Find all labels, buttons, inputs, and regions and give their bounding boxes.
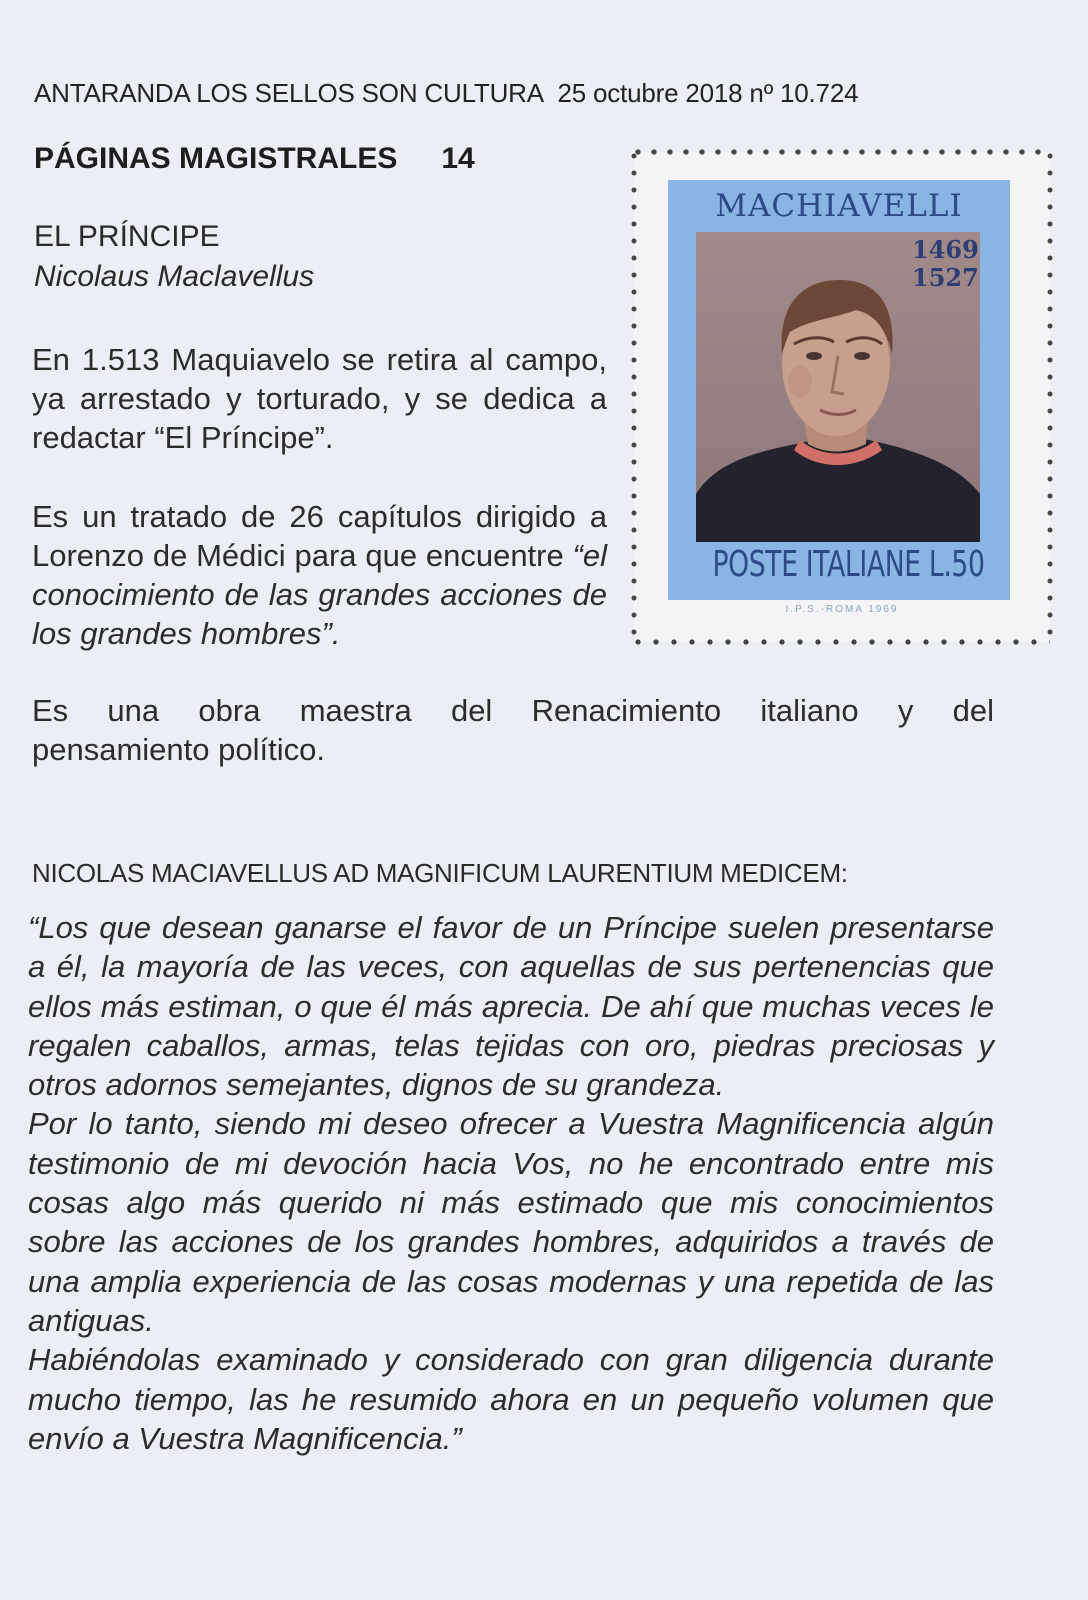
paragraph-masterpiece-line1: Es una obra maestra del Renacimiento italiano y del: [32, 693, 994, 728]
stamp-year-birth: 1469: [912, 235, 979, 264]
dedication-quote: [28, 908, 994, 1458]
stamp-name: MACHIAVELLI: [715, 188, 963, 224]
section-title: [34, 142, 475, 176]
machiavelli-portrait: [696, 232, 980, 542]
dedication-heading: NICOLAS MACIAVELLUS AD MAGNIFICUM LAURENTIUM MEDICEM:: [32, 858, 848, 888]
paragraph-masterpiece-line2: pensamiento político.: [32, 732, 325, 767]
stamp-perforation-top: [634, 148, 1050, 156]
stamp-design: [668, 180, 1010, 600]
quote-part-3: Habiéndolas examinado y considerado con gran diligencia durante mucho tiempo, las he resumido ahora en un pequeño volumen que envío a Vuestra Magnificencia.”: [28, 1342, 994, 1456]
book-author: Nicolaus Maclavellus: [34, 260, 315, 293]
quote-part-1: “Los que desean ganarse el favor de un Príncipe suelen presentarse a él, la mayoría de las veces, con aquellas de sus pertenencias que ellos más estiman, o que él más aprecia. De ahí que muchas veces le regalen caballos, armas, telas tejidas con oro, piedras preciosas y otros adornos semejantes, dignos de su grandeza.: [28, 910, 994, 1103]
stamp-years: [912, 235, 979, 292]
paragraph-intro: En 1.513 Maquiavelo se retira al campo, ya arrestado y torturado, y se dedica a redactar “El Príncipe”.: [32, 342, 607, 455]
stamp-perforation-right: [1046, 152, 1054, 642]
section-number: 14: [441, 142, 475, 175]
book-title: EL PRÍNCIPE: [34, 220, 220, 253]
paragraph-treatise-text: Es un tratado de 26 capítulos dirigido a Lorenzo de Médici para que encuentre: [32, 499, 607, 573]
issue-date: 25 octubre 2018 nº 10.724: [557, 78, 859, 108]
quote-part-2: Por lo tanto, siendo mi deseo ofrecer a Vuestra Magnificencia algún testimonio de mi devoción hacia Vos, no he encontrado entre mis cosas algo más querido ni más estimado que mis conocimientos sobre las acciones de los grandes hombres, adquiridos a través de una amplia experiencia de las cosas modernas y una repetida de las antiguas.: [28, 1106, 994, 1338]
paragraph-masterpiece: [32, 691, 994, 769]
section-title-text: PÁGINAS MAGISTRALES: [34, 142, 398, 175]
paragraph-treatise: [32, 497, 607, 653]
stamp-perforation-bottom: [634, 638, 1050, 646]
stamp-printer-mark: I.P.S.-ROMA 1969: [785, 604, 899, 615]
publication-name: ANTARANDA LOS SELLOS SON CULTURA: [34, 78, 543, 108]
stamp-year-death: 1527: [912, 263, 979, 292]
stamp-perforation-left: [630, 152, 638, 642]
page-header: [34, 78, 858, 109]
postage-stamp: [634, 152, 1050, 642]
stamp-country-value: POSTE ITALIANE L.50: [712, 544, 985, 585]
paragraph-treatise-quote: “el conocimiento de las grandes acciones de los grandes hombres”.: [32, 538, 607, 651]
